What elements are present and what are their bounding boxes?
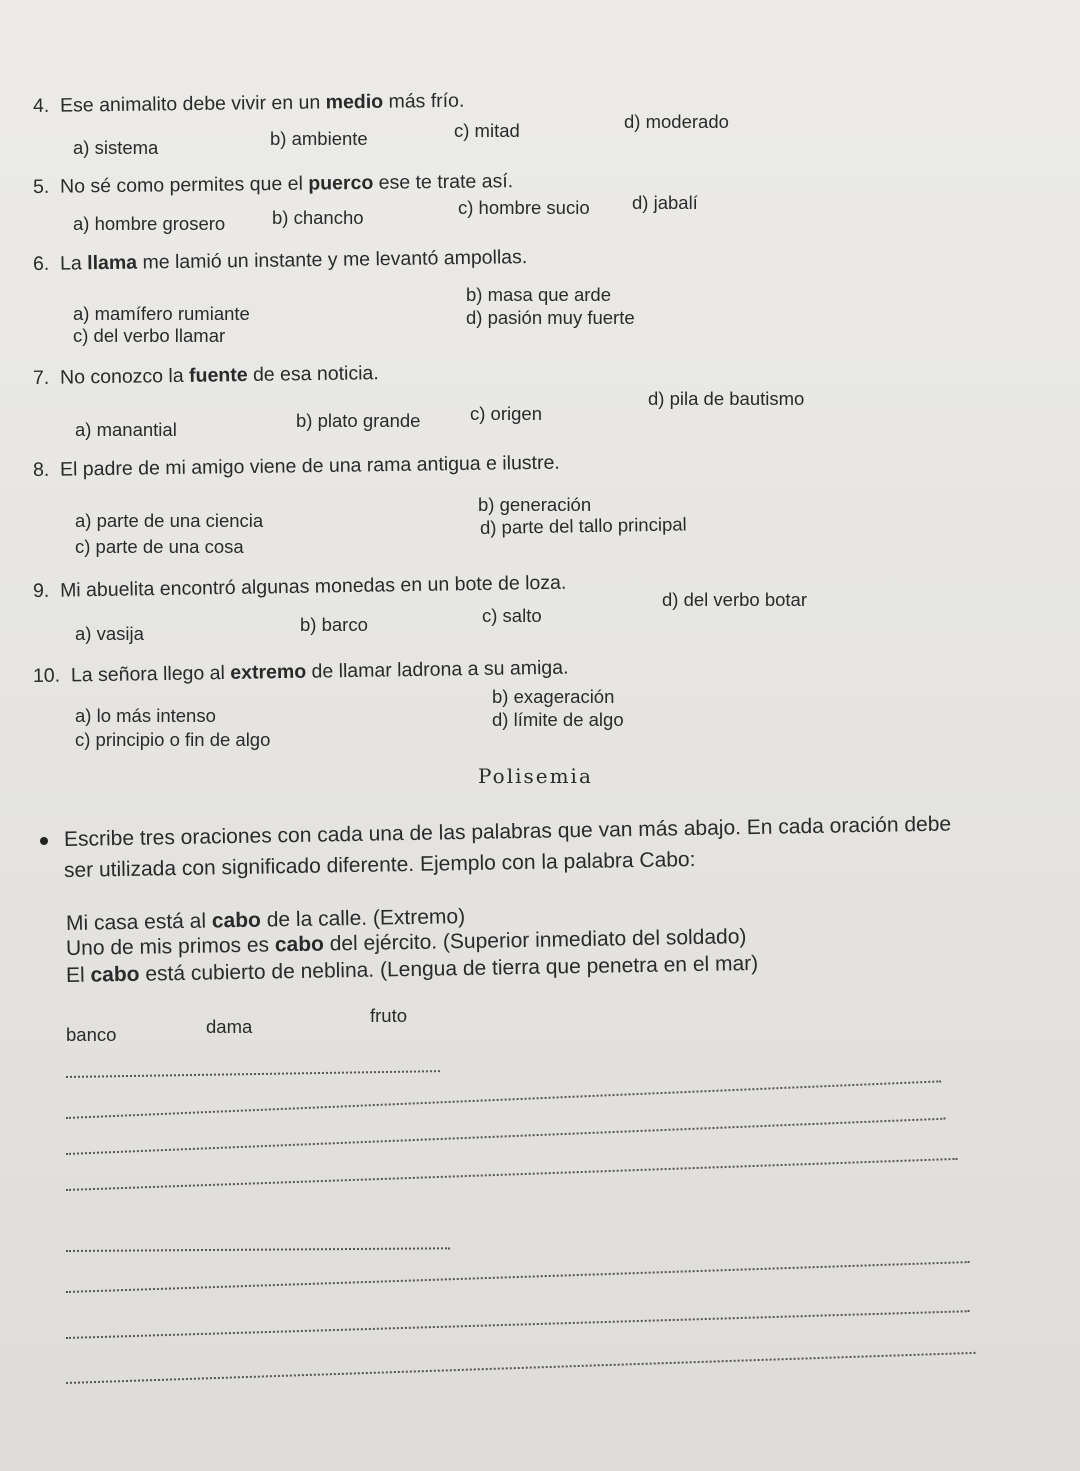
key-word: llama [87,251,138,275]
question-4: 4. Ese animalito debe vivir en un medio más frío. [32,89,465,117]
answer-line [66,1352,976,1384]
option-c: c) del verbo llamar [73,325,226,346]
key-word: cabo [90,962,140,987]
word-fruto: fruto [370,1005,408,1026]
option-a: a) hombre grosero [73,213,226,234]
question-9: 9. Mi abuelita encontró algunas monedas en un bote de loza. [32,571,567,602]
key-word: fuente [188,364,248,387]
question-6: 6. La llama me lamió un instante y me levantó ampollas. [32,246,528,275]
option-d: d) pila de bautismo [648,388,805,409]
option-b: b) plato grande [296,410,421,431]
option-d: d) del verbo botar [662,589,808,610]
example-sentence-1: Mi casa está al cabo de la calle. (Extremo) [65,905,466,935]
answer-line [66,1310,970,1339]
question-number: 7. [32,366,50,389]
question-number: 9. [32,579,50,602]
question-number: 5. [32,175,50,198]
option-b: b) ambiente [270,128,368,149]
section-title: Polisemia [478,764,593,788]
option-c: c) mitad [454,120,520,141]
key-word: extremo [230,660,307,684]
question-5: 5. No sé como permites que el puerco ese te trate así. [32,170,514,198]
option-c: c) hombre sucio [458,197,590,218]
option-b: b) barco [300,614,368,635]
key-word: medio [325,90,384,114]
key-word: puerco [308,171,374,195]
question-8: 8. El padre de mi amigo viene de una rama antigua e ilustre. [32,451,560,481]
question-number: 10. [32,664,61,687]
option-b: b) chancho [272,207,364,228]
option-d: d) parte del tallo principal [479,513,687,538]
question-number: 8. [32,458,50,481]
answer-line [66,1261,970,1293]
example-sentence-2: Uno de mis primos es cabo del ejército. (Superior inmediato del soldado) [65,925,747,960]
option-c: c) parte de una cosa [75,536,244,557]
question-7: 7. No conozco la fuente de esa noticia. [32,362,379,389]
option-a: a) parte de una ciencia [75,510,264,531]
key-word: cabo [274,932,325,957]
answer-line [66,1070,440,1078]
example-sentence-3: El cabo está cubierto de neblina. (Lengua de tierra que penetra en el mar) [65,951,759,987]
option-d: d) moderado [624,111,729,132]
word-dama: dama [206,1016,253,1037]
option-c: c) origen [470,403,542,424]
question-number: 6. [32,252,50,275]
option-c: c) principio o fin de algo [75,729,271,750]
answer-line [66,1158,958,1191]
option-d: d) límite de algo [492,709,624,730]
word-banco: banco [66,1024,117,1045]
option-b: b) masa que arde [466,284,612,305]
option-a: a) vasija [75,623,144,644]
option-d: d) pasión muy fuerte [466,307,635,328]
option-a: a) lo más intenso [75,705,216,726]
option-a: a) sistema [73,137,159,158]
option-b: b) generación [478,494,592,515]
option-c: c) salto [482,605,542,626]
question-10: 10. La señora llego al extremo de llamar ladrona a su amiga. [32,656,569,687]
bullet-icon [40,837,48,845]
instruction-line-2: ser utilizada con significado diferente. Ejemplo con la palabra Cabo: [63,847,696,882]
instruction-line-1: Escribe tres oraciones con cada una de las palabras que van más abajo. En cada oración debe [63,812,952,851]
key-word: cabo [211,908,262,933]
option-a: a) manantial [75,419,177,440]
answer-line [66,1247,450,1252]
question-number: 4. [32,94,50,117]
option-a: a) mamífero rumiante [73,303,250,324]
option-b: b) exageración [492,686,615,707]
option-d: d) jabalí [632,192,698,213]
answer-line [66,1118,945,1155]
answer-line [66,1080,941,1119]
